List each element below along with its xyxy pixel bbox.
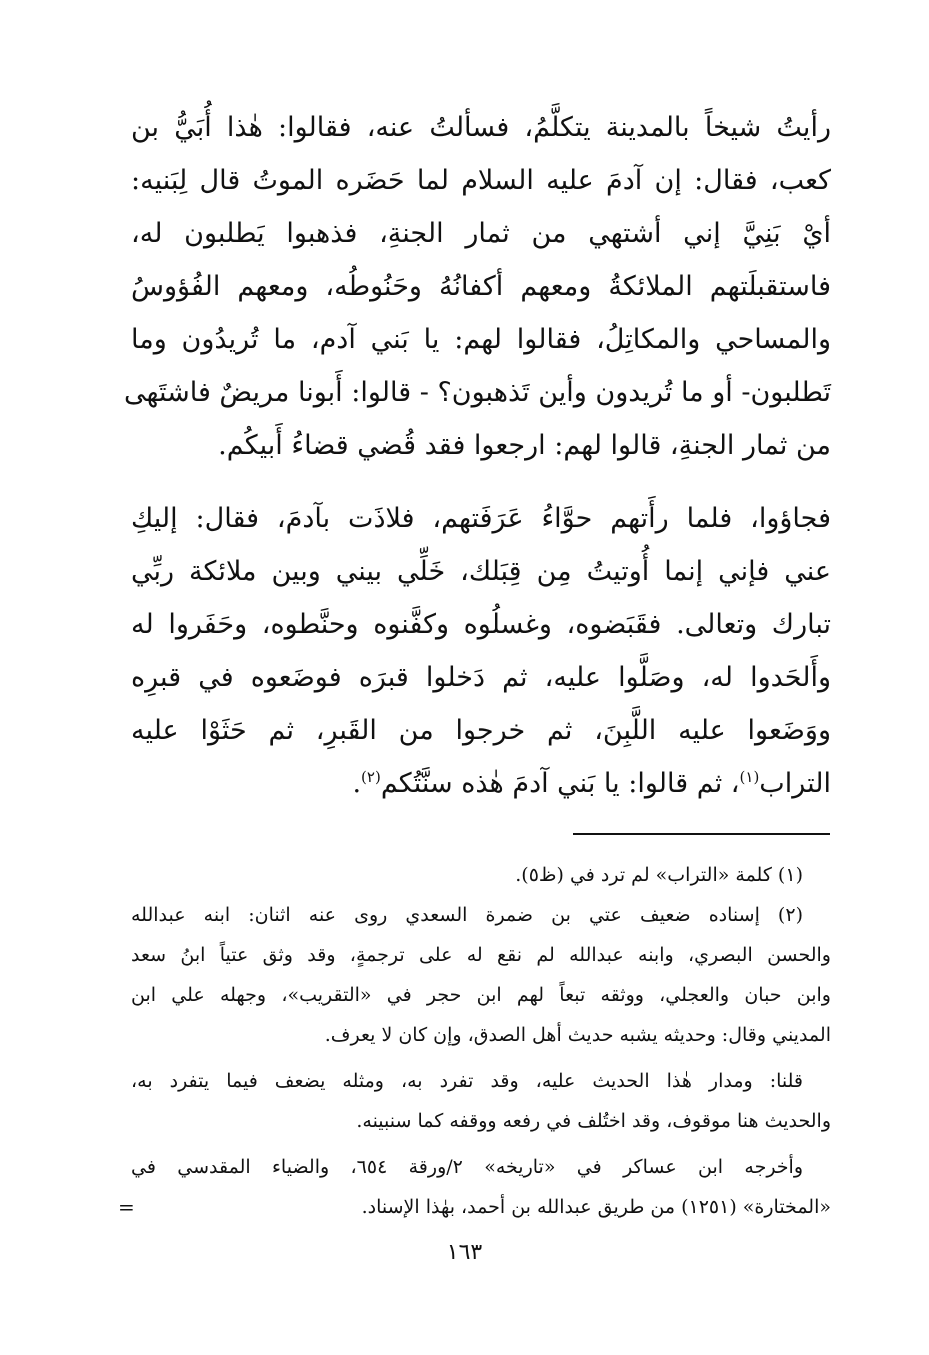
main-paragraph-1 <box>124 101 831 472</box>
footnote-2 <box>131 895 831 1055</box>
text-line: فجاؤوا، فلما رأَتهم حوَّاءُ عَرَفَتهم، فلاذَت بآدمَ، فقال: إليكِ <box>131 503 831 534</box>
footnote-line: (١) كلمة «التراب» لم ترد في (ظ٥). <box>515 864 803 886</box>
footnote-marker-1: (١) <box>739 768 760 786</box>
page-number: ١٦٣ <box>446 1240 483 1265</box>
text-line: عني فإني إنما أُوتيتُ مِن قِبَلك، خَلِّي بيني وبين ملائكة ربِّي <box>131 556 831 587</box>
text-line: فاستقبلَتهم الملائكةُ ومعهم أكفانُهُ وحَنُوطُه، ومعهم الفُؤوسُ <box>131 271 831 302</box>
text-line: من ثمار الجنةِ، قالوا لهم: ارجعوا فقد قُضي قضاءُ أَبيكُم. <box>218 430 831 461</box>
footnote-line: والحديث هنا موقوف، وقد اختُلف في رفعه ووقفه كما سنبينه. <box>356 1110 831 1132</box>
text-fragment: . <box>352 768 362 799</box>
footnote-separator <box>573 833 830 835</box>
footnote-line: وابن حبان والعجلي، ووثقه تبعاً لهم ابن حجر في «التقريب»، وجهله علي ابن <box>131 984 831 1006</box>
text-line-last <box>131 757 831 810</box>
main-paragraph-2 <box>131 492 831 810</box>
footnote-line: المديني وقال: وحديثه يشبه حديث أهل الصدق، وإن كان لا يعرف. <box>324 1024 831 1046</box>
footnote-line: وأخرجه ابن عساكر في «تاريخه» ٢/ورقة ٦٥٤، والضياء المقدسي في <box>131 1156 804 1178</box>
continuation-mark: = <box>118 1195 135 1219</box>
text-line: تَطلبون- أو ما تُريدون وأين تَذهبون؟ - قالوا: أَبونا مريضٌ فاشتَهى <box>124 377 831 408</box>
footnote-2-paragraph-2 <box>131 1061 831 1141</box>
text-line: وأَلحَدوا له، وصَلَّوا عليه، ثم دَخلوا قبرَه فوضَعوه في قبرِه <box>131 662 831 693</box>
footnote-marker-2: (٢) <box>361 768 381 786</box>
footnote-line: قلنا: ومدار هٰذا الحديث عليه، وقد تفرد به، ومثله يضعف فيما يتفرد به، <box>131 1070 803 1092</box>
text-fragment: التراب <box>759 768 831 799</box>
text-line: كعب، فقال: إن آدمَ عليه السلام لما حَضَره الموتُ قال لِبَنيه: <box>131 165 831 196</box>
footnote-1 <box>131 855 831 895</box>
footnote-2-paragraph-3 <box>131 1147 831 1227</box>
text-line: تبارك وتعالى. فقَبَضوه، وغسلُوه وكفَّنوه وحنَّطوه، وحَفَروا له <box>131 609 831 640</box>
footnote-line: والحسن البصري، وابنه عبدالله لم نقع له على ترجمةٍ، وقد وثق عتياً ابنُ سعد <box>131 944 831 966</box>
text-line: والمساحي والمكاتِلُ، فقالوا لهم: يا بَني آدم، ما تُريدُون وما <box>131 324 831 355</box>
text-line: ووَضَعوا عليه اللَّبِنَ، ثم خرجوا من القَبرِ، ثم حَثَوْا عليه <box>131 715 831 746</box>
footnote-line: «المختارة» (١٢٥١) من طريق عبدالله بن أحمد، بهٰذا الإسناد. <box>361 1196 831 1218</box>
footnote-line: (٢) إسناده ضعيف عتي بن ضمرة السعدي روى عنه اثنان: ابنه عبدالله <box>131 904 803 926</box>
text-line: أيْ بَنِيَّ إني أشتهي من ثمار الجنةِ، فذهبوا يَطلبون له، <box>131 218 831 249</box>
footnotes-section <box>131 855 831 1227</box>
text-line: رأيتُ شيخاً بالمدينة يتكلَّمُ، فسألتُ عنه، فقالوا: هٰذا أُبَيُّ بن <box>131 112 831 143</box>
text-fragment: ، ثم قالوا: يا بَني آدمَ هٰذه سنَّتُكم <box>380 768 740 799</box>
